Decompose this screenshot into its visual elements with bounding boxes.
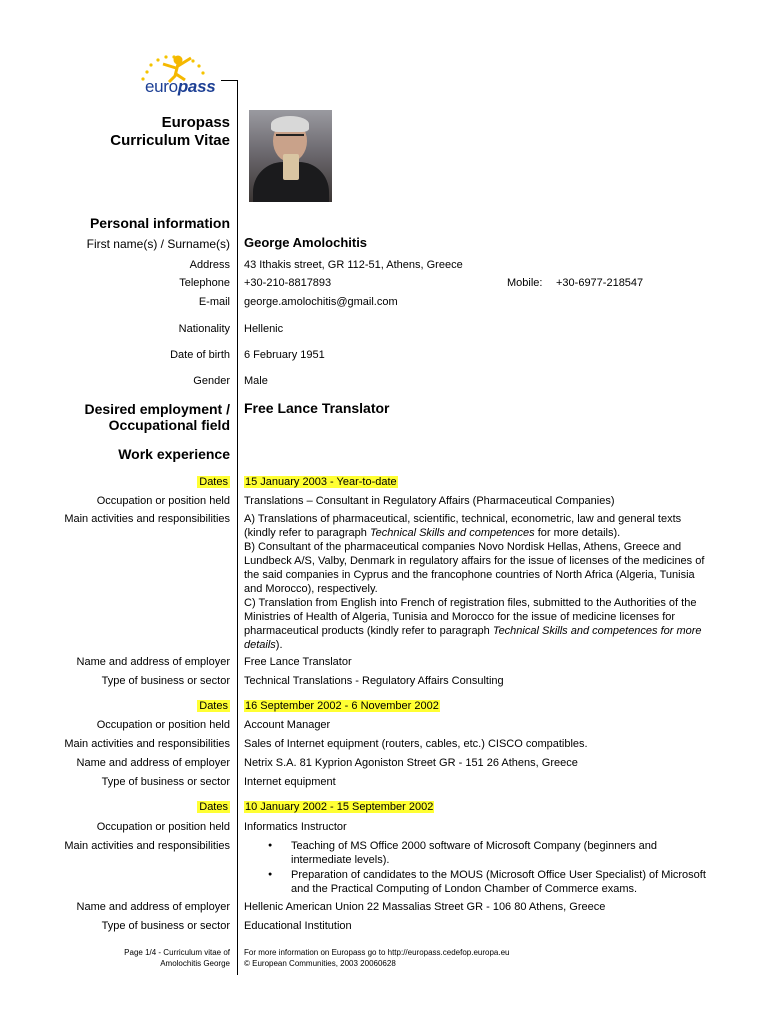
job1-activity-a: A) Translations of pharmaceutical, scientific, technical, econometric, law and general texts (kindly refer to paragraph Technical Skills and competences for more details). — [244, 513, 682, 539]
job3-bullet-item: ● Preparation of candidates to the MOUS (Microsoft Office User Specialist) of Microsoft and the Practical Computing of London Chamber of Commerce exams. — [244, 868, 714, 896]
job3-bullet-item: ● Teaching of MS Office 2000 software of Microsoft Company (beginners and intermediate levels). — [244, 839, 714, 867]
job1-business: Technical Translations - Regulatory Affairs Consulting — [244, 675, 504, 687]
job2-business: Internet equipment — [244, 776, 336, 788]
job2-employer: Netrix S.A. 81 Kyprion Agoniston Street GR - 151 26 Athens, Greece — [244, 757, 578, 769]
job3-dates-label: Dates — [199, 801, 228, 813]
desired-employment-heading: Desired employment / Occupational field — [84, 401, 230, 433]
job3-activities-label: Main activities and responsibilities — [64, 840, 230, 852]
job1-employer: Free Lance Translator — [244, 656, 352, 668]
job1-activities-label: Main activities and responsibilities — [64, 513, 230, 525]
job3-dates: 10 January 2002 - 15 September 2002 — [245, 801, 434, 813]
cv-title-line2: Curriculum Vitae — [110, 132, 230, 149]
job2-business-label: Type of business or sector — [101, 776, 230, 788]
job2-dates-label: Dates — [199, 700, 228, 712]
job3-occupation: Informatics Instructor — [244, 821, 347, 833]
mobile-label: Mobile: — [507, 277, 543, 289]
job2-occupation: Account Manager — [244, 719, 331, 731]
gender-label: Gender — [193, 375, 230, 387]
telephone-value: +30-210-8817893 — [244, 277, 332, 289]
name-value: George Amolochitis — [244, 235, 368, 250]
footer-europass-info — [244, 947, 510, 969]
column-divider — [237, 80, 238, 975]
job2-occupation-label: Occupation or position held — [96, 719, 230, 731]
nationality-label: Nationality — [178, 323, 230, 335]
job2-dates: 16 September 2002 - 6 November 2002 — [245, 700, 439, 712]
job3-employer-label: Name and address of employer — [76, 901, 230, 913]
job1-dates: 15 January 2003 - Year-to-date — [245, 476, 397, 488]
job1-business-label: Type of business or sector — [101, 675, 230, 687]
footer-copyright: © European Communities, 2003 20060628 — [244, 959, 396, 968]
job1-activity-b: B) Consultant of the pharmaceutical companies Novo Nordisk Hellas, Athens, Greece and Lundbeck A/S, Valby, Denmark in regulatory affairs for the issue of licenses of the medicines of the said companies in Cyprus and the francophone countries of North Africa (Algeria, Tunisia and Morocco), respectively. — [244, 541, 705, 595]
nationality-value: Hellenic — [244, 323, 284, 335]
job1-activities — [244, 512, 714, 652]
telephone-label: Telephone — [179, 277, 230, 289]
cv-title — [110, 114, 230, 150]
job1-dates-label: Dates — [199, 476, 228, 488]
footer-page-info: Page 1/4 - Curriculum vitae of Amolochitis George — [124, 948, 230, 968]
job3-business-label: Type of business or sector — [101, 920, 230, 932]
job1-occupation: Translations – Consultant in Regulatory Affairs (Pharmaceutical Companies) — [244, 495, 615, 507]
job1-employer-label: Name and address of employer — [76, 656, 230, 668]
profile-photo — [249, 110, 332, 202]
dob-value: 6 February 1951 — [244, 349, 325, 361]
email-label: E-mail — [198, 296, 230, 308]
email-value[interactable]: george.amolochitis@gmail.com — [244, 296, 398, 308]
job2-activities-label: Main activities and responsibilities — [64, 738, 230, 750]
mobile-value: +30-6977-218547 — [556, 277, 644, 289]
europass-logo — [133, 52, 233, 102]
name-label: First name(s) / Surname(s) — [86, 237, 230, 251]
work-experience-heading: Work experience — [118, 446, 230, 462]
desired-employment-value: Free Lance Translator — [244, 400, 390, 416]
job3-occupation-label: Occupation or position held — [96, 821, 230, 833]
footer-europass-link[interactable]: For more information on Europass go to http://europass.cedefop.europa.eu — [244, 948, 510, 957]
gender-value: Male — [244, 375, 268, 387]
job1-occupation-label: Occupation or position held — [96, 495, 230, 507]
job2-employer-label: Name and address of employer — [76, 757, 230, 769]
job3-employer: Hellenic American Union 22 Massalias Street GR - 106 80 Athens, Greece — [244, 901, 606, 913]
job1-activity-c: C) Translation from English into French of registration files, submitted to the Authorities of the Ministries of Health of Algeria, Tunisia and Morocco for the issue of medicine licenses for pharmaceutical products (kindly refer to paragraph Technical Skills and competences for more details). — [244, 597, 702, 651]
personal-information-heading: Personal information — [89, 215, 230, 231]
job3-business: Educational Institution — [244, 920, 352, 932]
address-value: 43 Ithakis street, GR 112-51, Athens, Greece — [244, 259, 463, 271]
logo-wordmark: europass — [145, 77, 216, 96]
address-label: Address — [189, 259, 230, 271]
job2-activities: Sales of Internet equipment (routers, cables, etc.) CISCO compatibles. — [244, 738, 588, 750]
job3-activities — [244, 839, 714, 897]
dob-label: Date of birth — [170, 349, 230, 361]
cv-title-line1: Europass — [161, 114, 230, 131]
